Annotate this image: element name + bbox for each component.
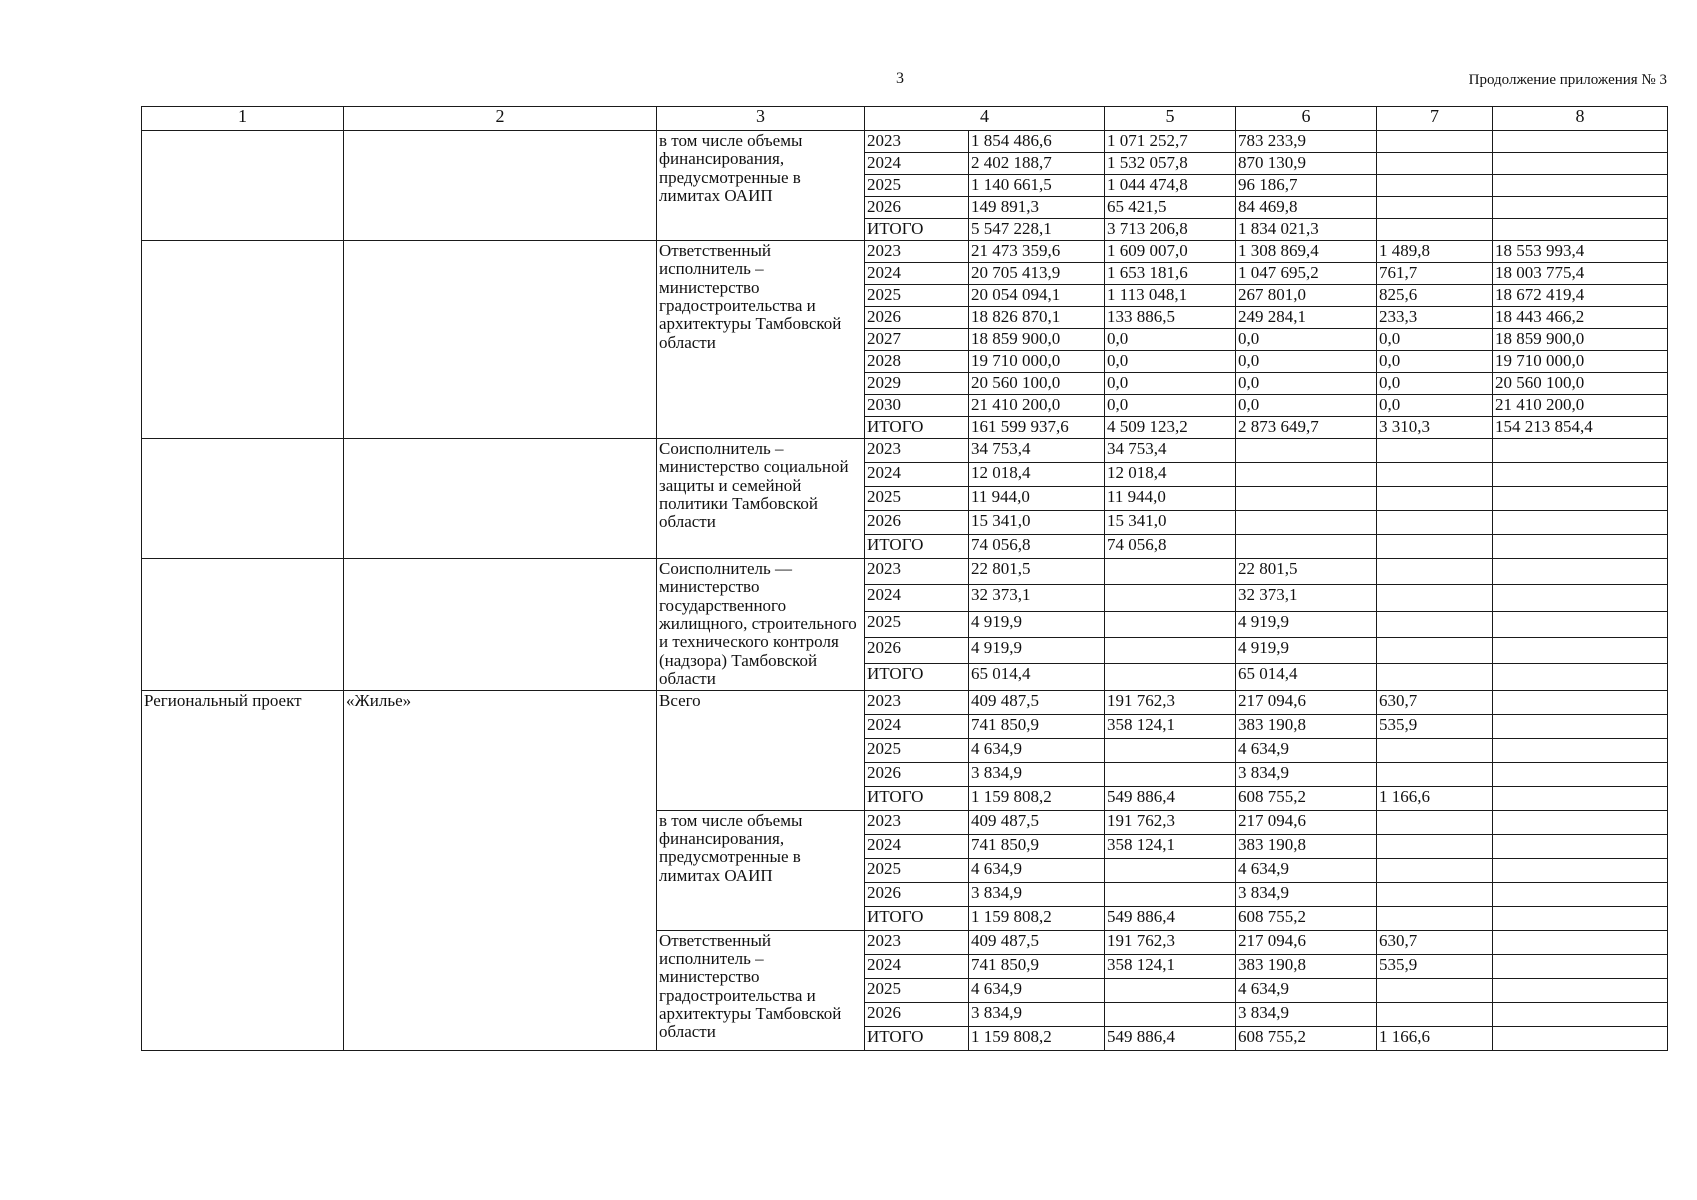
column-header: 5: [1105, 107, 1236, 131]
year-cell: 2025: [865, 738, 969, 762]
value-cell: 383 190,8: [1236, 954, 1377, 978]
value-cell: 11 944,0: [1105, 487, 1236, 511]
value-cell: [1105, 611, 1236, 637]
value-cell: [1493, 858, 1668, 882]
section-name-cell: [344, 559, 657, 691]
value-cell: 0,0: [1105, 395, 1236, 417]
value-cell: [1377, 585, 1493, 611]
value-cell: 65 014,4: [1236, 664, 1377, 690]
value-cell: 4 919,9: [969, 637, 1105, 663]
table-row: [142, 439, 1668, 463]
value-cell: [1493, 690, 1668, 714]
value-cell: 12 018,4: [1105, 463, 1236, 487]
year-cell: 2023: [865, 131, 969, 153]
value-cell: [1377, 637, 1493, 663]
column-header: 7: [1377, 107, 1493, 131]
section-label-cell: Соисполнитель – министерство социальной защиты и семейной политики Тамбовской области: [657, 439, 865, 559]
section-label-cell: в том числе объемы финансирования, предусмотренные в лимитах ОАИП: [657, 131, 865, 241]
value-cell: 0,0: [1377, 395, 1493, 417]
value-cell: [1493, 810, 1668, 834]
value-cell: 1 308 869,4: [1236, 241, 1377, 263]
value-cell: [1493, 559, 1668, 585]
value-cell: [1493, 786, 1668, 810]
value-cell: [1377, 834, 1493, 858]
year-cell: 2026: [865, 307, 969, 329]
value-cell: [1377, 664, 1493, 690]
value-cell: 0,0: [1236, 351, 1377, 373]
section-label-cell: Всего: [657, 690, 865, 810]
value-cell: 161 599 937,6: [969, 417, 1105, 439]
value-cell: 65 421,5: [1105, 197, 1236, 219]
year-cell: 2029: [865, 373, 969, 395]
value-cell: 608 755,2: [1236, 1026, 1377, 1050]
value-cell: 18 859 900,0: [969, 329, 1105, 351]
value-cell: 18 003 775,4: [1493, 263, 1668, 285]
section-type-cell: Региональный проект: [142, 690, 344, 1050]
value-cell: [1105, 738, 1236, 762]
value-cell: 4 634,9: [969, 738, 1105, 762]
year-cell: 2026: [865, 511, 969, 535]
value-cell: [1105, 637, 1236, 663]
value-cell: [1493, 585, 1668, 611]
year-cell: 2024: [865, 463, 969, 487]
value-cell: 32 373,1: [969, 585, 1105, 611]
year-cell: 2024: [865, 263, 969, 285]
value-cell: 18 672 419,4: [1493, 285, 1668, 307]
value-cell: 74 056,8: [1105, 535, 1236, 559]
header-row: [142, 107, 1668, 131]
value-cell: [1493, 978, 1668, 1002]
column-header: 6: [1236, 107, 1377, 131]
value-cell: [1105, 585, 1236, 611]
value-cell: 3 834,9: [1236, 1002, 1377, 1026]
value-cell: 741 850,9: [969, 954, 1105, 978]
year-cell: 2023: [865, 439, 969, 463]
value-cell: 1 532 057,8: [1105, 153, 1236, 175]
value-cell: [1377, 738, 1493, 762]
year-cell: 2025: [865, 978, 969, 1002]
value-cell: 0,0: [1236, 373, 1377, 395]
value-cell: 12 018,4: [969, 463, 1105, 487]
section-type-cell: [142, 131, 344, 241]
year-cell: ИТОГО: [865, 786, 969, 810]
value-cell: 19 710 000,0: [1493, 351, 1668, 373]
value-cell: 217 094,6: [1236, 690, 1377, 714]
value-cell: 20 705 413,9: [969, 263, 1105, 285]
value-cell: 783 233,9: [1236, 131, 1377, 153]
value-cell: 1 166,6: [1377, 786, 1493, 810]
value-cell: [1377, 978, 1493, 1002]
value-cell: [1377, 219, 1493, 241]
value-cell: [1377, 439, 1493, 463]
value-cell: [1493, 714, 1668, 738]
value-cell: [1377, 535, 1493, 559]
value-cell: 19 710 000,0: [969, 351, 1105, 373]
value-cell: [1377, 810, 1493, 834]
value-cell: 630,7: [1377, 690, 1493, 714]
value-cell: 608 755,2: [1236, 906, 1377, 930]
value-cell: [1377, 611, 1493, 637]
value-cell: [1105, 882, 1236, 906]
value-cell: 1 854 486,6: [969, 131, 1105, 153]
value-cell: [1105, 664, 1236, 690]
value-cell: 409 487,5: [969, 930, 1105, 954]
value-cell: 249 284,1: [1236, 307, 1377, 329]
value-cell: 3 834,9: [969, 1002, 1105, 1026]
value-cell: 154 213 854,4: [1493, 417, 1668, 439]
value-cell: 3 834,9: [969, 762, 1105, 786]
value-cell: [1493, 439, 1668, 463]
value-cell: [1377, 762, 1493, 786]
value-cell: 0,0: [1377, 351, 1493, 373]
value-cell: [1493, 535, 1668, 559]
value-cell: 22 801,5: [969, 559, 1105, 585]
value-cell: 96 186,7: [1236, 175, 1377, 197]
value-cell: 549 886,4: [1105, 1026, 1236, 1050]
value-cell: 32 373,1: [1236, 585, 1377, 611]
value-cell: 3 834,9: [1236, 882, 1377, 906]
section-name-cell: [344, 439, 657, 559]
value-cell: [1377, 463, 1493, 487]
value-cell: 20 054 094,1: [969, 285, 1105, 307]
value-cell: 1 047 695,2: [1236, 263, 1377, 285]
value-cell: 4 634,9: [1236, 978, 1377, 1002]
year-cell: 2026: [865, 197, 969, 219]
value-cell: 191 762,3: [1105, 810, 1236, 834]
value-cell: 191 762,3: [1105, 690, 1236, 714]
value-cell: [1105, 762, 1236, 786]
value-cell: [1377, 511, 1493, 535]
value-cell: 21 410 200,0: [969, 395, 1105, 417]
value-cell: [1377, 131, 1493, 153]
year-cell: 2030: [865, 395, 969, 417]
value-cell: 21 473 359,6: [969, 241, 1105, 263]
value-cell: 549 886,4: [1105, 786, 1236, 810]
value-cell: [1493, 611, 1668, 637]
value-cell: 11 944,0: [969, 487, 1105, 511]
value-cell: 383 190,8: [1236, 834, 1377, 858]
value-cell: [1236, 511, 1377, 535]
value-cell: 0,0: [1105, 329, 1236, 351]
value-cell: 870 130,9: [1236, 153, 1377, 175]
year-cell: 2024: [865, 714, 969, 738]
value-cell: [1236, 463, 1377, 487]
funding-table: [141, 106, 1668, 1051]
value-cell: 4 919,9: [969, 611, 1105, 637]
value-cell: 4 634,9: [1236, 858, 1377, 882]
value-cell: [1493, 1002, 1668, 1026]
year-cell: 2028: [865, 351, 969, 373]
value-cell: [1105, 1002, 1236, 1026]
appendix-note: Продолжение приложения № 3: [1468, 72, 1667, 88]
year-cell: 2025: [865, 175, 969, 197]
table-row: [142, 131, 1668, 153]
value-cell: [1493, 153, 1668, 175]
value-cell: 0,0: [1377, 329, 1493, 351]
value-cell: [1493, 930, 1668, 954]
value-cell: 191 762,3: [1105, 930, 1236, 954]
value-cell: 34 753,4: [969, 439, 1105, 463]
year-cell: ИТОГО: [865, 219, 969, 241]
value-cell: 2 873 649,7: [1236, 417, 1377, 439]
value-cell: 535,9: [1377, 714, 1493, 738]
value-cell: 4 919,9: [1236, 611, 1377, 637]
value-cell: [1377, 487, 1493, 511]
value-cell: 0,0: [1105, 351, 1236, 373]
value-cell: [1236, 487, 1377, 511]
value-cell: 0,0: [1236, 395, 1377, 417]
value-cell: 22 801,5: [1236, 559, 1377, 585]
value-cell: 4 634,9: [1236, 738, 1377, 762]
value-cell: 0,0: [1377, 373, 1493, 395]
value-cell: 1 489,8: [1377, 241, 1493, 263]
value-cell: [1493, 738, 1668, 762]
year-cell: ИТОГО: [865, 664, 969, 690]
value-cell: [1493, 131, 1668, 153]
value-cell: 4 919,9: [1236, 637, 1377, 663]
value-cell: 0,0: [1236, 329, 1377, 351]
year-cell: 2023: [865, 559, 969, 585]
value-cell: 18 443 466,2: [1493, 307, 1668, 329]
section-label-cell: Ответственный исполнитель – министерство градостроительства и архитектуры Тамбовской области: [657, 241, 865, 439]
value-cell: 3 834,9: [1236, 762, 1377, 786]
table-body: [142, 131, 1668, 1051]
table-row: [142, 690, 1668, 714]
value-cell: 267 801,0: [1236, 285, 1377, 307]
value-cell: [1377, 153, 1493, 175]
value-cell: 358 124,1: [1105, 954, 1236, 978]
value-cell: 358 124,1: [1105, 834, 1236, 858]
year-cell: 2023: [865, 930, 969, 954]
value-cell: 15 341,0: [969, 511, 1105, 535]
value-cell: 1 609 007,0: [1105, 241, 1236, 263]
value-cell: 2 402 188,7: [969, 153, 1105, 175]
value-cell: 1 113 048,1: [1105, 285, 1236, 307]
column-header: 1: [142, 107, 344, 131]
column-header: 8: [1493, 107, 1668, 131]
section-type-cell: [142, 559, 344, 691]
value-cell: 1 166,6: [1377, 1026, 1493, 1050]
value-cell: [1493, 637, 1668, 663]
year-cell: 2025: [865, 487, 969, 511]
value-cell: 741 850,9: [969, 714, 1105, 738]
value-cell: [1105, 559, 1236, 585]
value-cell: 20 560 100,0: [969, 373, 1105, 395]
year-cell: 2024: [865, 153, 969, 175]
table-row: [142, 241, 1668, 263]
value-cell: 608 755,2: [1236, 786, 1377, 810]
value-cell: 3 834,9: [969, 882, 1105, 906]
value-cell: 74 056,8: [969, 535, 1105, 559]
value-cell: 3 713 206,8: [1105, 219, 1236, 241]
value-cell: [1377, 175, 1493, 197]
value-cell: [1493, 954, 1668, 978]
section-type-cell: [142, 241, 344, 439]
value-cell: [1493, 762, 1668, 786]
value-cell: 3 310,3: [1377, 417, 1493, 439]
value-cell: 233,3: [1377, 307, 1493, 329]
value-cell: 1 653 181,6: [1105, 263, 1236, 285]
value-cell: [1493, 1026, 1668, 1050]
value-cell: [1493, 664, 1668, 690]
value-cell: 65 014,4: [969, 664, 1105, 690]
section-name-cell: [344, 241, 657, 439]
value-cell: 630,7: [1377, 930, 1493, 954]
value-cell: 217 094,6: [1236, 930, 1377, 954]
year-cell: 2026: [865, 637, 969, 663]
year-cell: 2026: [865, 1002, 969, 1026]
value-cell: [1493, 175, 1668, 197]
value-cell: [1493, 882, 1668, 906]
value-cell: [1105, 978, 1236, 1002]
column-header: 2: [344, 107, 657, 131]
value-cell: 741 850,9: [969, 834, 1105, 858]
value-cell: 18 553 993,4: [1493, 241, 1668, 263]
section-label-cell: в том числе объемы финансирования, предусмотренные в лимитах ОАИП: [657, 810, 865, 930]
value-cell: [1377, 882, 1493, 906]
section-label-cell: Соисполнитель — министерство государственного жилищного, строительного и технического контроля (надзора) Тамбовской области: [657, 559, 865, 691]
value-cell: 133 886,5: [1105, 307, 1236, 329]
value-cell: 4 634,9: [969, 978, 1105, 1002]
year-cell: 2026: [865, 882, 969, 906]
table-row: [142, 559, 1668, 585]
value-cell: [1377, 1002, 1493, 1026]
value-cell: 1 140 661,5: [969, 175, 1105, 197]
year-cell: 2023: [865, 690, 969, 714]
value-cell: 535,9: [1377, 954, 1493, 978]
year-cell: ИТОГО: [865, 906, 969, 930]
year-cell: 2025: [865, 858, 969, 882]
year-cell: ИТОГО: [865, 535, 969, 559]
value-cell: 1 159 808,2: [969, 906, 1105, 930]
value-cell: 409 487,5: [969, 690, 1105, 714]
year-cell: 2024: [865, 834, 969, 858]
value-cell: 1 159 808,2: [969, 1026, 1105, 1050]
value-cell: [1493, 197, 1668, 219]
value-cell: [1236, 535, 1377, 559]
value-cell: 15 341,0: [1105, 511, 1236, 535]
section-label-cell: Ответственный исполнитель – министерство градостроительства и архитектуры Тамбовской области: [657, 930, 865, 1050]
value-cell: 84 469,8: [1236, 197, 1377, 219]
value-cell: 761,7: [1377, 263, 1493, 285]
value-cell: 0,0: [1105, 373, 1236, 395]
column-header: 3: [657, 107, 865, 131]
value-cell: 409 487,5: [969, 810, 1105, 834]
value-cell: 1 834 021,3: [1236, 219, 1377, 241]
year-cell: 2023: [865, 810, 969, 834]
column-header: 4: [865, 107, 1105, 131]
value-cell: 4 509 123,2: [1105, 417, 1236, 439]
year-cell: ИТОГО: [865, 417, 969, 439]
value-cell: [1493, 906, 1668, 930]
year-cell: 2025: [865, 285, 969, 307]
year-cell: ИТОГО: [865, 1026, 969, 1050]
value-cell: [1493, 834, 1668, 858]
year-cell: 2027: [865, 329, 969, 351]
value-cell: 20 560 100,0: [1493, 373, 1668, 395]
year-cell: 2023: [865, 241, 969, 263]
value-cell: 5 547 228,1: [969, 219, 1105, 241]
section-name-cell: «Жилье»: [344, 690, 657, 1050]
value-cell: 149 891,3: [969, 197, 1105, 219]
value-cell: [1493, 219, 1668, 241]
value-cell: [1377, 559, 1493, 585]
value-cell: [1377, 858, 1493, 882]
value-cell: 4 634,9: [969, 858, 1105, 882]
value-cell: 34 753,4: [1105, 439, 1236, 463]
value-cell: [1377, 197, 1493, 219]
value-cell: 21 410 200,0: [1493, 395, 1668, 417]
section-type-cell: [142, 439, 344, 559]
value-cell: 383 190,8: [1236, 714, 1377, 738]
value-cell: 358 124,1: [1105, 714, 1236, 738]
value-cell: [1493, 463, 1668, 487]
value-cell: 1 159 808,2: [969, 786, 1105, 810]
value-cell: 1 071 252,7: [1105, 131, 1236, 153]
page-number: 3: [896, 70, 904, 87]
value-cell: 217 094,6: [1236, 810, 1377, 834]
value-cell: [1493, 487, 1668, 511]
year-cell: 2025: [865, 611, 969, 637]
value-cell: [1236, 439, 1377, 463]
year-cell: 2026: [865, 762, 969, 786]
value-cell: 18 826 870,1: [969, 307, 1105, 329]
value-cell: [1377, 906, 1493, 930]
value-cell: 825,6: [1377, 285, 1493, 307]
value-cell: [1105, 858, 1236, 882]
value-cell: 1 044 474,8: [1105, 175, 1236, 197]
value-cell: [1493, 511, 1668, 535]
year-cell: 2024: [865, 954, 969, 978]
value-cell: 549 886,4: [1105, 906, 1236, 930]
section-name-cell: [344, 131, 657, 241]
year-cell: 2024: [865, 585, 969, 611]
value-cell: 18 859 900,0: [1493, 329, 1668, 351]
